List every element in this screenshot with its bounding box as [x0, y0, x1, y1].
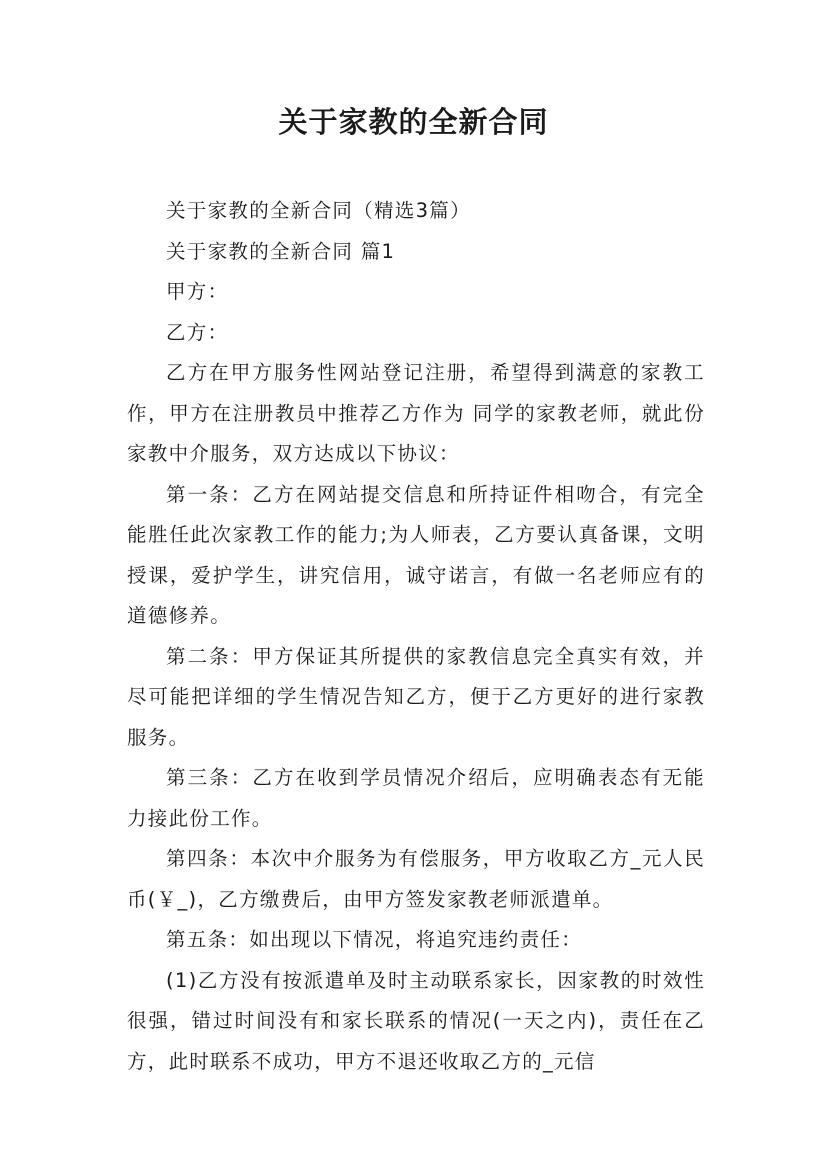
paragraph-article-2: 第二条：甲方保证其所提供的家教信息完全真实有效，并尽可能把详细的学生情况告知乙方，便于乙方更好的进行家教服务。 — [127, 644, 705, 749]
document-body — [127, 191, 705, 1082]
paragraph-article-5-item-1: (1)乙方没有按派遣单及时主动联系家长，因家教的时效性很强，错过时间没有和家长联系的情况(一天之内)，责任在乙方，此时联系不成功，甲方不退还收取乙方的_元信 — [127, 968, 705, 1073]
paragraph-article-1: 第一条：乙方在网站提交信息和所持证件相吻合，有完全能胜任此次家教工作的能力;为人师表，乙方要认真备课，文明授课，爱护学生，讲究信用，诚守诺言，有做一名老师应有的道德修养。 — [127, 482, 705, 627]
paragraph-subtitle: 关于家教的全新合同（精选3篇） — [166, 199, 471, 222]
paragraph-party-a: 甲方： — [166, 280, 229, 303]
paragraph-article-4: 第四条：本次中介服务为有偿服务，甲方收取乙方_元人民币(￥_)，乙方缴费后，由甲方签发家教老师派遣单。 — [127, 847, 705, 911]
paragraph-intro: 乙方在甲方服务性网站登记注册，希望得到满意的家教工作，甲方在注册教员中推荐乙方作为 同学的家教老师，就此份家教中介服务，双方达成以下协议： — [127, 361, 705, 465]
paragraph-party-b: 乙方： — [166, 320, 229, 344]
paragraph-article-5: 第五条：如出现以下情况，将追究违约责任： — [166, 928, 583, 951]
paragraph-article-3: 第三条：乙方在收到学员情况介绍后，应明确表态有无能力接此份工作。 — [127, 766, 705, 830]
paragraph-section-heading: 关于家教的全新合同 篇1 — [166, 239, 396, 263]
document-title: 关于家教的全新合同 — [278, 105, 549, 139]
